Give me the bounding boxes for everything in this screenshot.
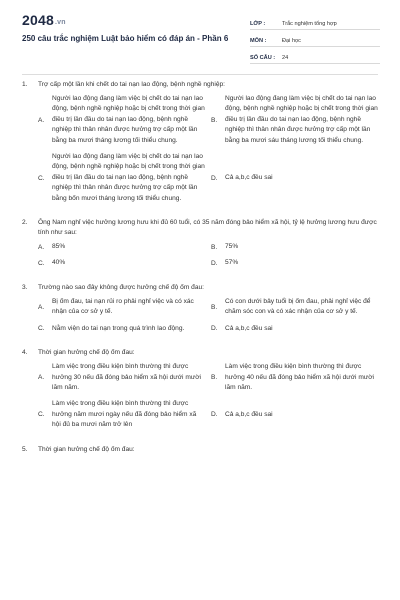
- answer-label: D.: [211, 174, 218, 182]
- question-header: [22, 348, 378, 358]
- meta-info: [250, 14, 380, 65]
- meta-value: Đại học: [282, 38, 301, 44]
- question-number: 4.: [22, 349, 28, 357]
- answer-option[interactable]: [211, 362, 378, 393]
- answer-label: B.: [211, 116, 218, 124]
- answer-label: C.: [38, 325, 45, 333]
- answer-option[interactable]: [38, 297, 205, 318]
- answer-label: A.: [38, 374, 45, 382]
- question-text: Ông Nam nghỉ việc hưởng lương hưu khi đủ 60 tuổi, có 35 năm đóng bảo hiểm xã hội, tỷ lệ hưởng lương hưu được tính như sau:: [38, 219, 377, 237]
- answer-text: Người lao động đang làm việc bị chết do tai nạn lao động, bệnh nghề nghiệp hoặc bị chết trong thời gian điều trị lần đầu do tai nạn lao động, bệnh nghề nghiệp thì thân nhân được hưởng trợ cấp một lần bằng ba mươi sáu tháng lương tối thiểu chung.: [225, 95, 378, 144]
- question-text: Trợ cấp một lần khi chết do tai nạn lao động, bệnh nghề nghiệp:: [38, 81, 226, 88]
- answer-text: Có con dưới bảy tuổi bị ốm đau, phải nghỉ việc để chăm sóc con và có xác nhận của cơ sở y tế.: [225, 297, 371, 316]
- answer-label: D.: [211, 411, 218, 419]
- answer-text: Làm việc trong điều kiện bình thường thì được hưởng 30 nếu đã đóng bảo hiểm xã hội dưới mười lăm năm.: [52, 363, 202, 391]
- answer-option[interactable]: [38, 362, 205, 393]
- answer-option[interactable]: [211, 258, 378, 268]
- answer-label: C.: [38, 174, 45, 182]
- answer-text: 75%: [225, 243, 239, 251]
- question-text: Thời gian hưởng chế độ ốm đau:: [38, 349, 135, 357]
- answer-text: Người lao động đang làm việc bị chết do tai nạn lao động, bệnh nghề nghiệp hoặc bị chết trong thời gian điều trị lần đầu do tai nạn lao động, bệnh nghề nghiệp thì thân nhân được hưởng trợ cấp một lần bằng bốn mươi tháng lương tối thiểu chung.: [52, 153, 205, 202]
- question-header: [22, 218, 378, 238]
- answer-option[interactable]: [211, 152, 378, 204]
- meta-value: 24: [282, 55, 289, 61]
- question-header: [22, 283, 378, 293]
- question-number: 3.: [22, 283, 28, 291]
- meta-label: LỚP :: [250, 21, 266, 27]
- answer-text: Làm việc trong điều kiện bình thường thì được hưởng 40 nếu đã đóng bảo hiểm xã hội dưới mười lăm năm.: [225, 363, 375, 391]
- answer-label: A.: [38, 116, 45, 124]
- question-item: [22, 80, 378, 210]
- question-item: [22, 283, 378, 340]
- answer-option[interactable]: [211, 242, 378, 252]
- answer-text: Cả a,b,c đều sai: [225, 410, 273, 418]
- answer-text: Bị ốm đau, tai nạn rủi ro phải nghỉ việc và có xác nhận của cơ sở y tế.: [52, 297, 194, 316]
- answer-option[interactable]: [38, 242, 205, 252]
- meta-value: Trắc nghiệm tổng hợp: [282, 21, 337, 27]
- answer-grid: [22, 94, 378, 210]
- answer-label: B.: [211, 374, 218, 382]
- meta-label: SỐ CÂU :: [250, 55, 276, 61]
- answer-text: 57%: [225, 259, 239, 267]
- question-header: [22, 80, 378, 90]
- answer-label: C.: [38, 260, 45, 268]
- meta-row-count: [250, 48, 380, 64]
- answer-option[interactable]: [211, 297, 378, 318]
- site-logo[interactable]: [22, 12, 66, 28]
- answer-label: D.: [211, 260, 218, 268]
- answer-option[interactable]: [211, 94, 378, 146]
- question-text: Trường nào sao đây không được hưởng chế độ ốm đau:: [38, 283, 204, 291]
- question-number: 1.: [22, 81, 28, 88]
- answer-option[interactable]: [38, 152, 205, 204]
- answer-label: C.: [38, 411, 45, 419]
- answer-label: B.: [211, 243, 218, 251]
- answer-label: B.: [211, 303, 218, 311]
- document-title: 250 câu trắc nghiệm Luật bảo hiểm có đáp án - Phần 6: [22, 34, 229, 43]
- answer-option[interactable]: [38, 399, 205, 430]
- question-item: [22, 218, 378, 275]
- answer-label: A.: [38, 243, 45, 251]
- document-header: [0, 0, 400, 74]
- answer-label: A.: [38, 303, 45, 311]
- answer-grid: [22, 297, 378, 340]
- answer-text: Làm việc trong điều kiện bình thường thì được hưởng năm mươi ngày nếu đã đóng bảo hiểm xã hội đủ ba mươi năm trở lên: [52, 400, 197, 429]
- question-item: [22, 445, 378, 455]
- answer-text: Cả a,b,c đều sai: [225, 324, 273, 332]
- logo-main: 2048: [22, 12, 54, 28]
- question-number: 5.: [22, 445, 28, 453]
- question-text: Thời gian hưởng chế độ ốm đau:: [38, 445, 135, 453]
- answer-text: 85%: [52, 243, 66, 251]
- answer-option[interactable]: [211, 399, 378, 430]
- answer-label: D.: [211, 325, 218, 333]
- answer-text: Người lao động đang làm việc bị chết do tai nạn lao động, bệnh nghề nghiệp hoặc bị chết trong thời gian điều trị lần đầu do tai nạn lao động, bệnh nghề nghiệp thì thân nhân được hưởng trợ cấp một lần bằng ba mươi tháng lương tối thiểu chung.: [52, 95, 205, 144]
- question-list: [22, 80, 378, 463]
- question-header: [22, 445, 378, 455]
- header-divider: [22, 74, 378, 75]
- question-item: [22, 348, 378, 436]
- answer-text: Nằm viện do tai nạn trong quá trình lao động.: [52, 324, 185, 332]
- logo-suffix: .vn: [54, 19, 66, 26]
- meta-row-subject: [250, 31, 380, 47]
- answer-grid: [22, 242, 378, 275]
- answer-option[interactable]: [211, 324, 378, 334]
- answer-text: Cả a,b,c đều sai: [225, 173, 273, 181]
- answer-option[interactable]: [38, 324, 205, 334]
- answer-text: 40%: [52, 259, 66, 267]
- meta-row-class: [250, 14, 380, 30]
- answer-grid: [22, 362, 378, 436]
- meta-label: MÔN :: [250, 38, 267, 44]
- answer-option[interactable]: [38, 94, 205, 146]
- question-number: 2.: [22, 219, 28, 227]
- answer-option[interactable]: [38, 258, 205, 268]
